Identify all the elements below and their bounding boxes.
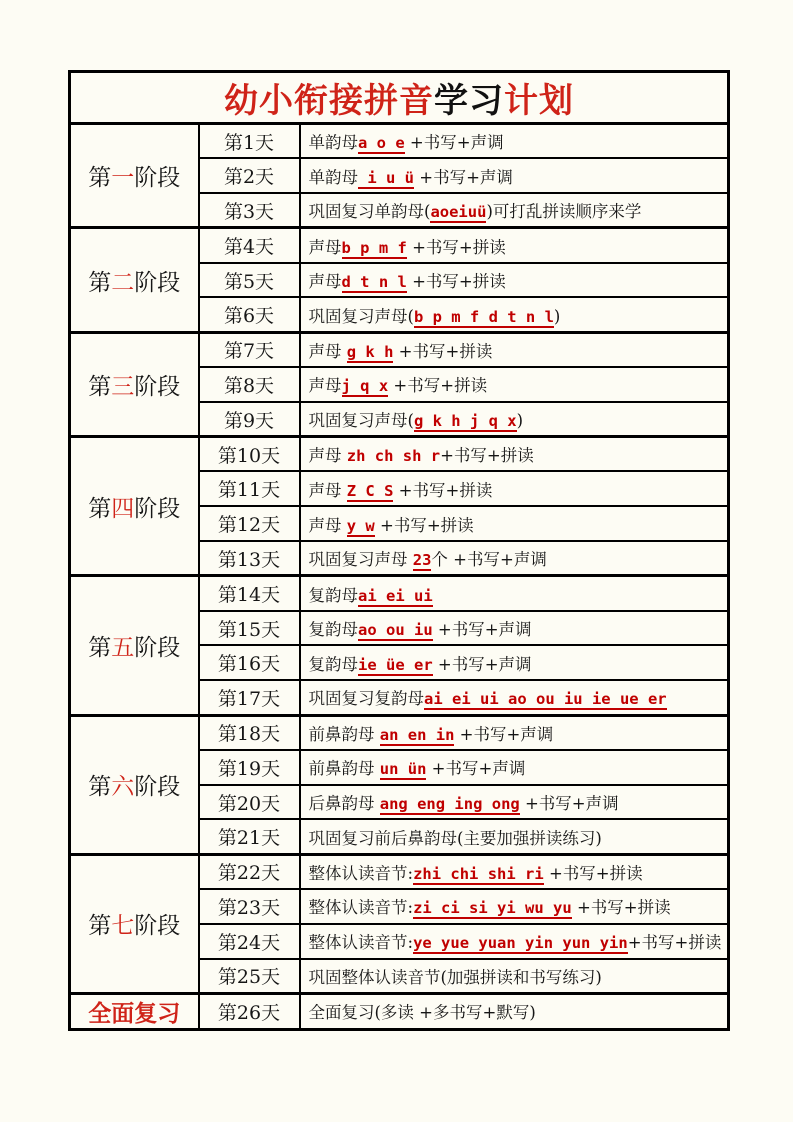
content-cell — [300, 750, 729, 785]
day-cell: 第16天 — [199, 645, 300, 680]
day-cell: 第21天 — [199, 819, 300, 854]
text-segment: 阶段 — [134, 373, 181, 400]
content-cell — [300, 785, 729, 820]
stage-label — [70, 715, 199, 854]
stage-label — [70, 854, 199, 993]
day-cell: 第24天 — [199, 924, 300, 959]
content-cell — [300, 506, 729, 541]
stage-label — [70, 124, 199, 228]
text-segment: 声母 — [308, 480, 347, 500]
content-cell — [300, 645, 729, 680]
day-cell: 第6天 — [199, 297, 300, 332]
text-segment: +书写+声调 — [426, 759, 526, 779]
text-segment: 声母 — [308, 272, 342, 292]
day-cell: 第15天 — [199, 611, 300, 646]
stage-label — [70, 332, 199, 436]
text-segment: 五 — [111, 634, 135, 661]
text-segment: ao ou iu — [358, 621, 433, 640]
text-segment: zi ci si yi wu yu — [413, 899, 572, 918]
content-cell — [300, 819, 729, 854]
text-segment: 阶段 — [134, 913, 181, 940]
text-segment: 个 +书写+声调 — [431, 550, 547, 570]
text-segment: zh ch sh r — [346, 447, 441, 466]
text-segment: +书写+拼读 — [543, 863, 643, 883]
text-segment: j q x — [341, 377, 389, 396]
text-segment: 前鼻韵母 — [308, 724, 380, 744]
day-cell: 第25天 — [199, 959, 300, 994]
text-segment: 整体认读音节: — [308, 898, 414, 918]
text-segment: +书写+拼读 — [406, 237, 506, 257]
text-segment: 阶段 — [134, 495, 181, 522]
text-segment: 巩固复习声母 — [308, 550, 413, 570]
text-segment: 巩固复习声母( — [308, 411, 414, 431]
stage-label — [70, 993, 199, 1029]
text-segment: 二 — [111, 269, 135, 296]
text-segment: )可打乱拼读顺序来学 — [486, 202, 642, 222]
day-cell: 第23天 — [199, 889, 300, 924]
text-segment: i u ü — [358, 168, 414, 187]
text-segment: 巩固复习单韵母( — [308, 202, 431, 222]
content-cell — [300, 854, 729, 889]
content-cell — [300, 611, 729, 646]
table-row — [70, 715, 729, 750]
day-cell: 第19天 — [199, 750, 300, 785]
day-cell: 第20天 — [199, 785, 300, 820]
schedule-table-container — [68, 70, 730, 1031]
day-cell: 第22天 — [199, 854, 300, 889]
text-segment: y w — [346, 516, 375, 535]
day-cell: 第9天 — [199, 402, 300, 437]
text-segment: d t n l — [341, 273, 407, 292]
content-cell — [300, 680, 729, 715]
text-segment: 计划 — [504, 81, 575, 121]
day-cell: 第3天 — [199, 193, 300, 228]
text-segment: aoeiuü — [430, 203, 487, 222]
day-cell: 第18天 — [199, 715, 300, 750]
text-segment: un ün — [379, 760, 427, 779]
text-segment: 复韵母 — [308, 585, 358, 605]
content-cell — [300, 263, 729, 298]
text-segment: +书写+声调 — [519, 794, 619, 814]
text-segment: 第 — [88, 774, 112, 801]
text-segment: 第 — [88, 165, 112, 192]
text-segment: 整体认读音节: — [308, 863, 414, 883]
day-cell: 第5天 — [199, 263, 300, 298]
content-cell — [300, 715, 729, 750]
text-segment: 阶段 — [134, 269, 181, 296]
text-segment: +书写+拼读 — [374, 515, 474, 535]
table-row — [70, 993, 729, 1029]
text-segment: 巩固整体认读音节(加强拼读和书写练习) — [308, 967, 602, 987]
stage-label — [70, 437, 199, 576]
table-row — [70, 124, 729, 159]
content-cell — [300, 332, 729, 367]
text-segment: 第 — [88, 634, 112, 661]
schedule-table — [68, 70, 730, 1031]
day-cell: 第2天 — [199, 158, 300, 193]
text-segment: +书写+声调 — [432, 654, 532, 674]
text-segment: zhi chi shi ri — [413, 864, 544, 883]
text-segment: +书写+拼读 — [388, 376, 488, 396]
text-segment: ie üe er — [358, 655, 433, 674]
stage-label — [70, 228, 199, 332]
content-cell — [300, 541, 729, 576]
text-segment: 声母 — [308, 446, 347, 466]
text-segment: +书写+拼读 — [571, 898, 671, 918]
day-cell: 第14天 — [199, 576, 300, 611]
text-segment: 七 — [111, 913, 135, 940]
content-cell — [300, 993, 729, 1029]
day-cell: 第7天 — [199, 332, 300, 367]
text-segment: an en in — [379, 725, 455, 744]
text-segment: g k h j q x — [413, 412, 517, 431]
text-segment: Z C S — [346, 481, 394, 500]
content-cell — [300, 576, 729, 611]
text-segment: 四 — [111, 495, 135, 522]
title-row — [70, 72, 729, 124]
text-segment: 前鼻韵母 — [308, 759, 380, 779]
text-segment: 幼小衔接拼音 — [224, 81, 435, 121]
text-segment: 声母 — [308, 237, 342, 257]
text-segment: ) — [553, 306, 561, 326]
table-row — [70, 576, 729, 611]
day-cell: 第12天 — [199, 506, 300, 541]
text-segment: 巩固复习复韵母 — [308, 689, 424, 709]
text-segment: 学习 — [434, 81, 505, 121]
text-segment: g k h — [346, 342, 394, 361]
content-cell — [300, 402, 729, 437]
text-segment: 阶段 — [134, 634, 181, 661]
text-segment: 声母 — [308, 515, 347, 535]
text-segment: 单韵母 — [308, 167, 358, 187]
day-cell: 第1天 — [199, 124, 300, 159]
text-segment: +书写+声调 — [404, 133, 504, 153]
text-segment: b p m f d t n l — [413, 307, 554, 326]
content-cell — [300, 367, 729, 402]
content-cell — [300, 193, 729, 228]
text-segment: +书写+拼读 — [406, 272, 506, 292]
text-segment: 全面复习(多读 +多书写+默写) — [308, 1003, 536, 1023]
day-cell: 第10天 — [199, 437, 300, 472]
text-segment: 全面复习 — [88, 999, 181, 1027]
text-segment: a o e — [358, 134, 405, 153]
text-segment: +书写+声调 — [414, 167, 513, 187]
text-segment: 第 — [88, 913, 112, 940]
schedule-table-body — [70, 72, 729, 1030]
text-segment: ) — [516, 411, 524, 431]
content-cell — [300, 297, 729, 332]
day-cell: 第26天 — [199, 993, 300, 1029]
day-cell: 第4天 — [199, 228, 300, 263]
table-row — [70, 854, 729, 889]
text-segment: 巩固复习声母( — [308, 306, 414, 326]
text-segment: 第 — [88, 373, 112, 400]
table-row — [70, 437, 729, 472]
text-segment: 三 — [111, 373, 135, 400]
text-segment: 复韵母 — [308, 620, 358, 640]
text-segment: +书写+拼读 — [440, 446, 534, 466]
content-cell — [300, 228, 729, 263]
text-segment: +书写+拼读 — [393, 341, 493, 361]
content-cell — [300, 959, 729, 994]
day-cell: 第11天 — [199, 471, 300, 506]
content-cell — [300, 124, 729, 159]
text-segment: 复韵母 — [308, 654, 358, 674]
text-segment: 阶段 — [134, 774, 181, 801]
content-cell — [300, 924, 729, 959]
text-segment: 23 — [412, 551, 432, 570]
page-title — [70, 72, 729, 124]
text-segment: +书写+声调 — [432, 620, 532, 640]
text-segment: 声母 — [308, 341, 347, 361]
text-segment: ye yue yuan yin yun yin — [413, 934, 628, 953]
day-cell: 第13天 — [199, 541, 300, 576]
text-segment: 声母 — [308, 376, 342, 396]
text-segment: 六 — [111, 774, 135, 801]
day-cell: 第17天 — [199, 680, 300, 715]
text-segment: b p m f — [341, 238, 407, 257]
text-segment: ai ei ui — [358, 586, 433, 605]
text-segment: 巩固复习前后鼻韵母(主要加强拼读练习) — [308, 828, 602, 848]
content-cell — [300, 158, 729, 193]
table-row — [70, 228, 729, 263]
text-segment: 后鼻韵母 — [308, 794, 380, 814]
table-row — [70, 332, 729, 367]
day-cell: 第8天 — [199, 367, 300, 402]
text-segment: 第 — [88, 269, 112, 296]
content-cell — [300, 471, 729, 506]
text-segment: +书写+声调 — [454, 724, 554, 744]
text-segment: 第 — [88, 495, 112, 522]
text-segment: 单韵母 — [308, 133, 358, 153]
content-cell — [300, 437, 729, 472]
text-segment: ang eng ing ong — [379, 795, 520, 814]
text-segment: 一 — [111, 165, 135, 192]
text-segment: ai ei ui ao ou iu ie ue er — [424, 690, 667, 709]
text-segment: 整体认读音节: — [308, 933, 414, 953]
content-cell — [300, 889, 729, 924]
text-segment: +书写+拼读 — [393, 480, 493, 500]
text-segment: +书写+拼读 — [627, 933, 722, 953]
stage-label — [70, 576, 199, 715]
text-segment: 阶段 — [134, 165, 181, 192]
